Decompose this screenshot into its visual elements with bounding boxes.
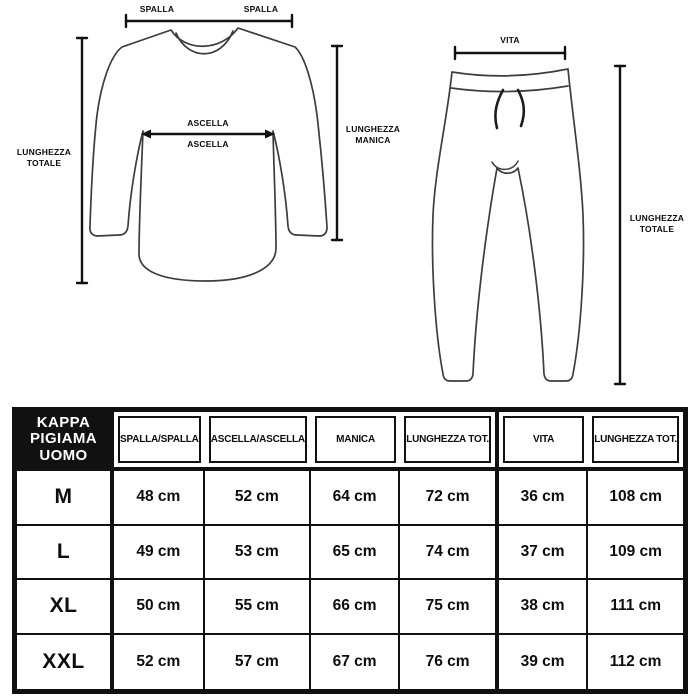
shirt-drawing-icon [90,28,327,281]
table-cell: 108 cm [588,471,683,526]
column-header-vita: VITA [499,412,588,471]
table-cell: 76 cm [400,635,499,690]
table-cell: 66 cm [311,580,400,635]
ascella-bottom-label: ASCELLA [187,139,229,149]
ascella-top-label: ASCELLA [187,118,229,128]
table-cell: 75 cm [400,580,499,635]
table-product-cell [17,412,114,471]
table-cell: 74 cm [400,526,499,581]
table-cell: 55 cm [205,580,311,635]
size-label-m: M [17,471,114,526]
table-cell: 57 cm [205,635,311,690]
spalla-left-label: SPALLA [139,4,175,14]
product-line-2: PIGIAMA [30,430,97,448]
table-cell: 37 cm [499,526,588,581]
size-label-xl: XL [17,580,114,635]
column-header-lunghezza-tot-shirt: LUNGHEZZA TOT. [400,412,499,471]
product-line-1: KAPPA [36,413,91,431]
column-header-spalla: SPALLA/SPALLA [114,412,205,471]
shirt-total-length-label: LUNGHEZZA TOTALE [16,147,72,169]
product-line-3: UOMO [39,446,88,464]
table-cell: 48 cm [114,471,205,526]
table-cell: 39 cm [499,635,588,690]
table-cell: 38 cm [499,580,588,635]
vita-label: VITA [500,35,520,45]
size-table [12,407,688,694]
sleeve-length-label: LUNGHEZZA MANICA [345,124,401,146]
pants-drawing-icon [432,69,583,381]
table-cell: 64 cm [311,471,400,526]
table-cell: 109 cm [588,526,683,581]
column-header-lunghezza-tot-pants: LUNGHEZZA TOT. [588,412,683,471]
table-cell: 49 cm [114,526,205,581]
column-header-ascella: ASCELLA/ASCELLA [205,412,311,471]
table-cell: 65 cm [311,526,400,581]
table-cell: 52 cm [114,635,205,690]
table-cell: 53 cm [205,526,311,581]
size-label-l: L [17,526,114,581]
table-cell: 50 cm [114,580,205,635]
table-cell: 52 cm [205,471,311,526]
column-header-manica: MANICA [311,412,400,471]
pants-total-length-label: LUNGHEZZA TOTALE [629,213,685,235]
table-cell: 72 cm [400,471,499,526]
size-label-xxl: XXL [17,635,114,690]
table-cell: 67 cm [311,635,400,690]
spalla-right-label: SPALLA [243,4,279,14]
table-cell: 36 cm [499,471,588,526]
pants-measure-lines [455,47,625,384]
table-cell: 111 cm [588,580,683,635]
table-cell: 112 cm [588,635,683,690]
